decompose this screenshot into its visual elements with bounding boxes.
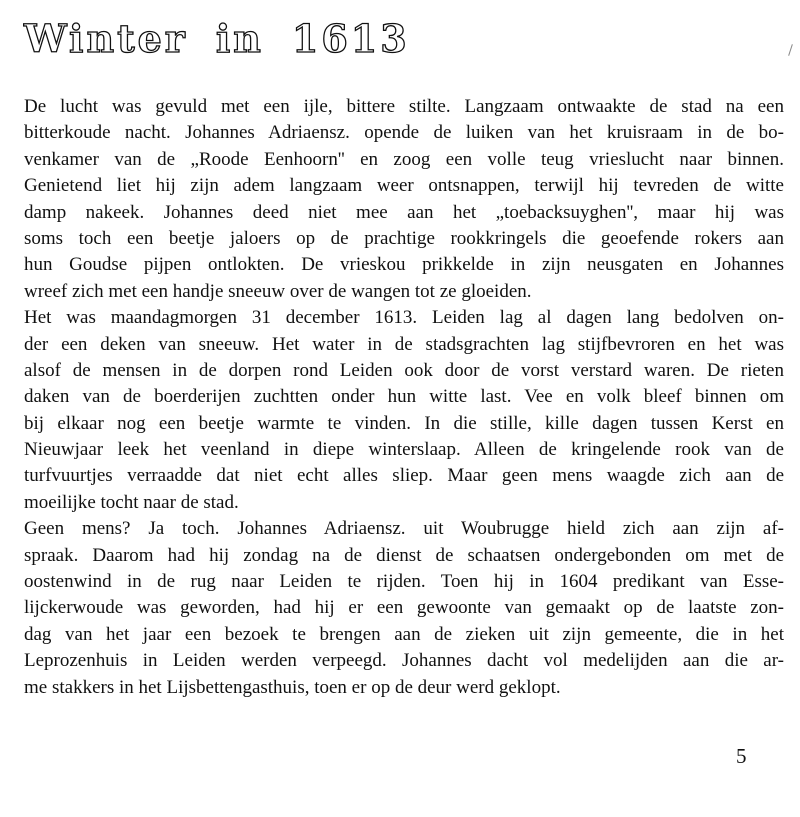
- text-line: daken van de boerderijen zuchtten onder hun witte last. Vee en volk bleef binnen om: [24, 386, 784, 408]
- body-text: [24, 94, 784, 701]
- title-word-in: in: [215, 16, 264, 61]
- title-word-winter: Winter: [24, 16, 188, 61]
- text-line: venkamer van de „Roode Eenhoorn'' en zoog een volle teug vrieslucht naar binnen.: [24, 148, 784, 170]
- paragraph-3: [24, 516, 784, 701]
- text-line: lijckerwoude was geworden, had hij er een gewoonte van gemaakt op de laatste zon-: [24, 597, 784, 619]
- text-line: alsof de mensen in de dorpen rond Leiden ook door de vorst verstard waren. De rieten: [24, 359, 784, 381]
- text-line: soms toch een beetje jaloers op de prachtige rookkringels die geoefende rokers aan: [24, 227, 784, 249]
- text-line: Geen mens? Ja toch. Johannes Adriaensz. uit Woubrugge hield zich aan zijn af-: [24, 518, 784, 540]
- text-line: damp nakeek. Johannes deed niet mee aan het „toebacksuyghen'', maar hij was: [24, 201, 784, 223]
- chapter-title: [24, 14, 410, 64]
- text-line: dag van het jaar een bezoek te brengen aan de zieken uit zijn gemeente, die in het: [24, 623, 784, 645]
- paragraph-2: [24, 305, 784, 516]
- paragraph-1: [24, 94, 784, 305]
- text-line: der een deken van sneeuw. Het water in de stadsgrachten lag stijfbevroren en het was: [24, 333, 784, 355]
- page-number: 5: [736, 744, 747, 768]
- text-line: oostenwind in de rug naar Leiden te rijden. Toen hij in 1604 predikant van Esse-: [24, 571, 784, 593]
- text-line: moeilijke tocht naar de stad.: [24, 491, 239, 513]
- text-line: Nieuwjaar leek het veenland in diepe winterslaap. Alleen de kringelende rook van de: [24, 439, 784, 461]
- text-line: turfvuurtjes verraadde dat niet echt alles sliep. Maar geen mens waagde zich aan de: [24, 465, 784, 487]
- text-line: bij elkaar nog een beetje warmte te vinden. In die stille, kille dagen tussen Kerst en: [24, 412, 784, 434]
- text-line: wreef zich met een handje sneeuw over de wangen tot ze gloeiden.: [24, 280, 532, 302]
- scan-edge-mark: [788, 44, 793, 56]
- text-line: bitterkoude nacht. Johannes Adriaensz. opende de luiken van het kruisraam in de bo-: [24, 122, 784, 144]
- text-line: De lucht was gevuld met een ijle, bittere stilte. Langzaam ontwaakte de stad na een: [24, 96, 784, 117]
- text-line: hun Goudse pijpen ontlokten. De vrieskou prikkelde in zijn neusgaten en Johannes: [24, 254, 784, 276]
- title-word-year: 1613: [291, 16, 410, 61]
- text-line: me stakkers in het Lijsbettengasthuis, toen er op de deur werd geklopt.: [24, 676, 561, 698]
- text-line: Genietend liet hij zijn adem langzaam weer ontsnappen, terwijl hij tevreden de witte: [24, 175, 784, 197]
- text-line: Leprozenhuis in Leiden werden verpeegd. Johannes dacht vol medelijden aan die ar-: [24, 650, 784, 672]
- text-line: Het was maandagmorgen 31 december 1613. Leiden lag al dagen lang bedolven on-: [24, 307, 784, 329]
- text-line: spraak. Daarom had hij zondag na de dienst de schaatsen ondergebonden om met de: [24, 544, 784, 566]
